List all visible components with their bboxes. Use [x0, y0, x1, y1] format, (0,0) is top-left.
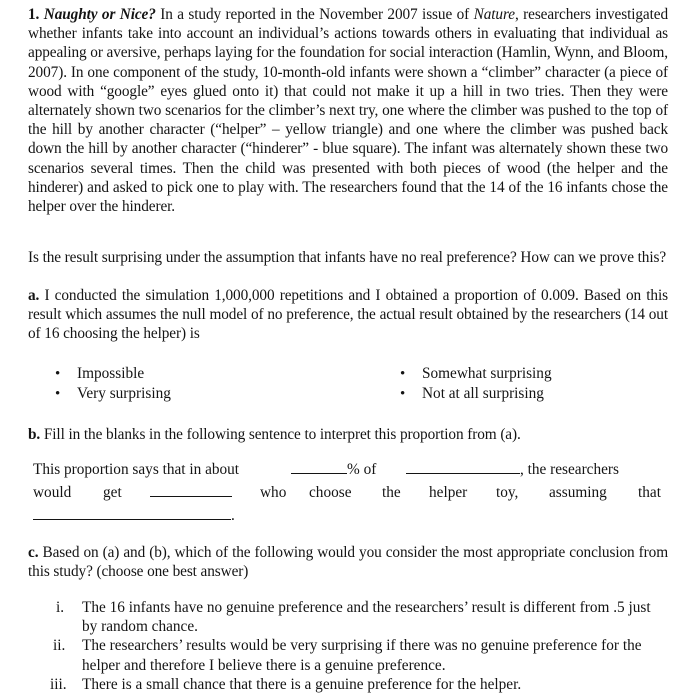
sentence-period: .	[231, 507, 235, 524]
part-b-label: b.	[28, 426, 41, 443]
bullet-icon: •	[55, 386, 61, 402]
question-number: 1.	[28, 6, 40, 23]
word-helper: helper	[429, 484, 468, 501]
blank-how-many[interactable]	[150, 482, 232, 497]
word-toy: toy,	[496, 484, 519, 501]
bullet-icon: •	[400, 386, 406, 402]
word-assuming: assuming	[549, 484, 607, 501]
part-b-prompt: b. Fill in the blanks in the following sentence to interpret this proportion from (a).	[28, 426, 521, 443]
part-c-prompt: c. Based on (a) and (b), which of the following would you consider the most appropriate conclusion from this study? (choose one best answer)	[28, 544, 668, 581]
bullet-icon: •	[55, 366, 61, 382]
part-a-label: a.	[28, 287, 40, 304]
research-question: Is the result surprising under the assumption that infants have no real preference? How can we prove this?	[28, 249, 667, 266]
journal-name: Nature	[473, 6, 515, 23]
option-impossible[interactable]: • Impossible	[55, 364, 144, 385]
word-choose: choose	[309, 484, 352, 501]
option-i[interactable]: i. The 16 infants have no genuine preference and the researchers’ result is different from .5 just by random chance.	[56, 599, 651, 636]
part-a-text: I conducted the simulation 1,000,000 repetitions and I obtained a proportion of 0.009. Based on this result which assumes the null model of no preference, the actual result obtained by the researchers (14 out of 16 choosing the helper) is	[28, 287, 668, 343]
option-very-surprising[interactable]: • Very surprising	[55, 384, 171, 405]
blank-percent[interactable]	[291, 459, 347, 474]
option-ii[interactable]: ii. The researchers’ results would be very surprising if there was no genuine preference for the helper and therefore I believe there is a genuine preference.	[53, 637, 642, 674]
part-c-options	[50, 598, 664, 694]
word-who: who	[260, 484, 287, 501]
question-title: Naughty or Nice?	[43, 6, 156, 23]
part-a-paragraph	[28, 286, 668, 344]
bullet-icon: •	[400, 366, 406, 382]
part-c-label: c.	[28, 544, 39, 561]
word-that: that	[638, 484, 661, 501]
word-get: get	[103, 484, 122, 501]
option-iii[interactable]: iii. There is a small chance that there is a genuine preference for the helper.	[50, 675, 522, 693]
option-somewhat-surprising[interactable]: • Somewhat surprising	[400, 364, 552, 385]
word-the: the	[382, 484, 401, 501]
intro-paragraph	[28, 5, 668, 216]
word-would: would	[33, 484, 72, 501]
blank-assumption[interactable]	[33, 505, 231, 520]
sentence-line-1-start: This proportion says that in about	[33, 461, 240, 478]
intro-text-rest: , researchers investigated whether infants take into account an individual’s actions towards others in evaluating that individual as appealing or aversive, perhaps laying for the foundation for social interaction (Hamlin, Wynn, and Bloom, 2007). In one component of the study, 10-month-old infants were shown a “climber” character (a piece of wood with “google” eyes glued onto it) that could not make it up a hill in two tries. Then they were alternately shown two scenarios for the climber’s next try, one where the climber was pushed to the top of the hill by another character (“helper” – yellow triangle) and one where the climber was pushed back down the hill by another character (“hinderer” - blue square). The infant was alternately shown these two scenarios several times. Then the child was presented with both pieces of wood (the helper and the hinderer) and asked to pick one to play with. The researchers found that the 14 of the 16 infants chose the helper over the hinderer.	[28, 6, 668, 216]
sentence-line-1-end: , the researchers	[520, 461, 619, 478]
intro-text-start: In a study reported in the November 2007 issue of	[155, 6, 474, 23]
sentence-line-1-mid: % of	[347, 461, 377, 478]
blank-of-what[interactable]	[406, 459, 520, 474]
option-not-at-all-surprising[interactable]: • Not at all surprising	[400, 384, 544, 405]
